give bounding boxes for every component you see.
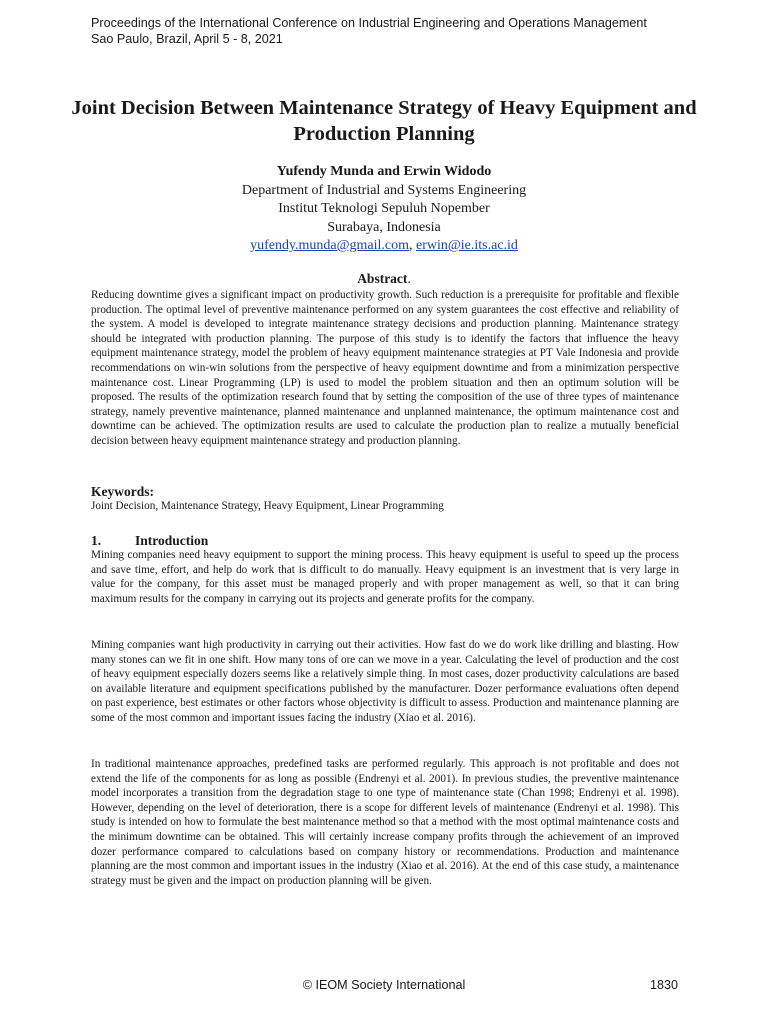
footer-copyright: © IEOM Society International <box>302 978 466 992</box>
author-institution: Institut Teknologi Sepuluh Nopember <box>278 201 490 216</box>
page-number: 1830 <box>649 978 678 992</box>
introduction-paragraph-3: In traditional maintenance approaches, predefined tasks are performed regularly. This approach is not profitable and does not extend the life of the components for as long as possible (Endrenyi et al. 2001). In previous studies, the preventive maintenance model incorporates a transition from the degradation stage to one type of maintenance state (Chan 1998; Endrenyi et al. 1998). However, depending on the level of deterioration, there is a scope for different levels of maintenance (Endrenyi et al. 1998). This study is intended on how to formulate the best maintenance method so that a method with the most optimal maintenance costs and the minimum downtime can be obtained. This will certainly increase company profits through the achievement of an improved dozer performance compared to calculations based on company history or recommendations. Production and maintenance planning are the most common and important issues in the industry (Xiao et al. 2016). At the end of this case study, a maintenance strategy must be given and the impact on production planning will be given. <box>91 758 679 887</box>
author-department: Department of Industrial and Systems Engineering <box>241 182 527 198</box>
conference-name: Proceedings of the International Conference on Industrial Engineering and Operations Management <box>91 16 647 30</box>
paper-title: Joint Decision Between Maintenance Strategy of Heavy Equipment and Production Planning <box>71 97 697 145</box>
conference-location-date: Sao Paulo, Brazil, April 5 - 8, 2021 <box>91 32 283 46</box>
author-names: Yufendy Munda and Erwin Widodo <box>276 164 492 179</box>
abstract-heading <box>60 270 708 287</box>
abstract-text: Reducing downtime gives a significant impact on productivity growth. Such reduction is a prerequisite for profitable and flexible production. The optimal level of preventive maintenance performed on any system guarantees the cost effective and reliability of the system. A model is developed to integrate maintenance strategy decisions and production planning. Maintenance strategy should be integrated with production planning. The purpose of this study is to identify the factors that influence the heavy equipment maintenance strategy, model the problem of heavy equipment maintenance strategies at PT Vale Indonesia and provide recommendations on win-win solutions from the perspective of heavy equipment downtime and from a minimization perspective maintenance cost. Linear Programming (LP) is used to model the problem situation and then an optimum solution will be proposed. The results of the optimization research found that by setting the composition of the use of three types of maintenance strategy, namely preventive maintenance, planned maintenance and unplanned maintenance, the optimum maintenance cost and downtime can be achieved. The optimization results are used to calculate the production plan to realize a mutually beneficial decision between heavy equipment maintenance strategy and production planning. <box>91 289 679 447</box>
introduction-paragraph-1: Mining companies need heavy equipment to support the mining process. This heavy equipment is useful to speed up the process and save time, effort, and help do work that is difficult to do manually. Heavy equipment is an investment that is very large in value for the company, for this asset must be managed properly and with proper management as well, so that it can bring maximum results for the company in carrying out its projects and generate profits for the company. <box>91 549 679 605</box>
keywords-heading: Keywords: <box>91 484 154 499</box>
author-city: Surabaya, Indonesia <box>327 219 441 235</box>
section-number: 1. <box>91 533 102 548</box>
keywords-text: Joint Decision, Maintenance Strategy, Heavy Equipment, Linear Programming <box>91 500 444 512</box>
abstract-heading-text: Abstract <box>357 271 408 286</box>
abstract-heading-period: . <box>407 271 411 286</box>
section-heading-introduction <box>91 532 208 549</box>
email-link-1[interactable]: yufendy.munda@gmail.com <box>250 238 410 253</box>
email-separator: , <box>409 238 417 253</box>
section-title: Introduction <box>135 533 209 548</box>
author-emails <box>60 237 708 256</box>
introduction-paragraph-2: Mining companies want high productivity in carrying out their activities. How fast do we do work like drilling and blasting. How many stones can we fit in one shift. How many tons of ore can we move in a year. Calculating the level of production and the cost of heavy equipment especially dozers seems like a relatively simple thing. In most cases, dozer productivity calculations are based on available literature and equipment specifications published by the manufacturer. Dozer performance evaluations often depend on past experience, best estimates or other factors whose objectivity is difficult to assess. Production and maintenance planning are some of the most common and important issues facing the industry (Xiao et al. 2016). <box>91 639 679 724</box>
email-link-2[interactable]: erwin@ie.its.ac.id <box>416 238 518 253</box>
author-block <box>60 163 708 256</box>
running-header <box>91 15 691 47</box>
